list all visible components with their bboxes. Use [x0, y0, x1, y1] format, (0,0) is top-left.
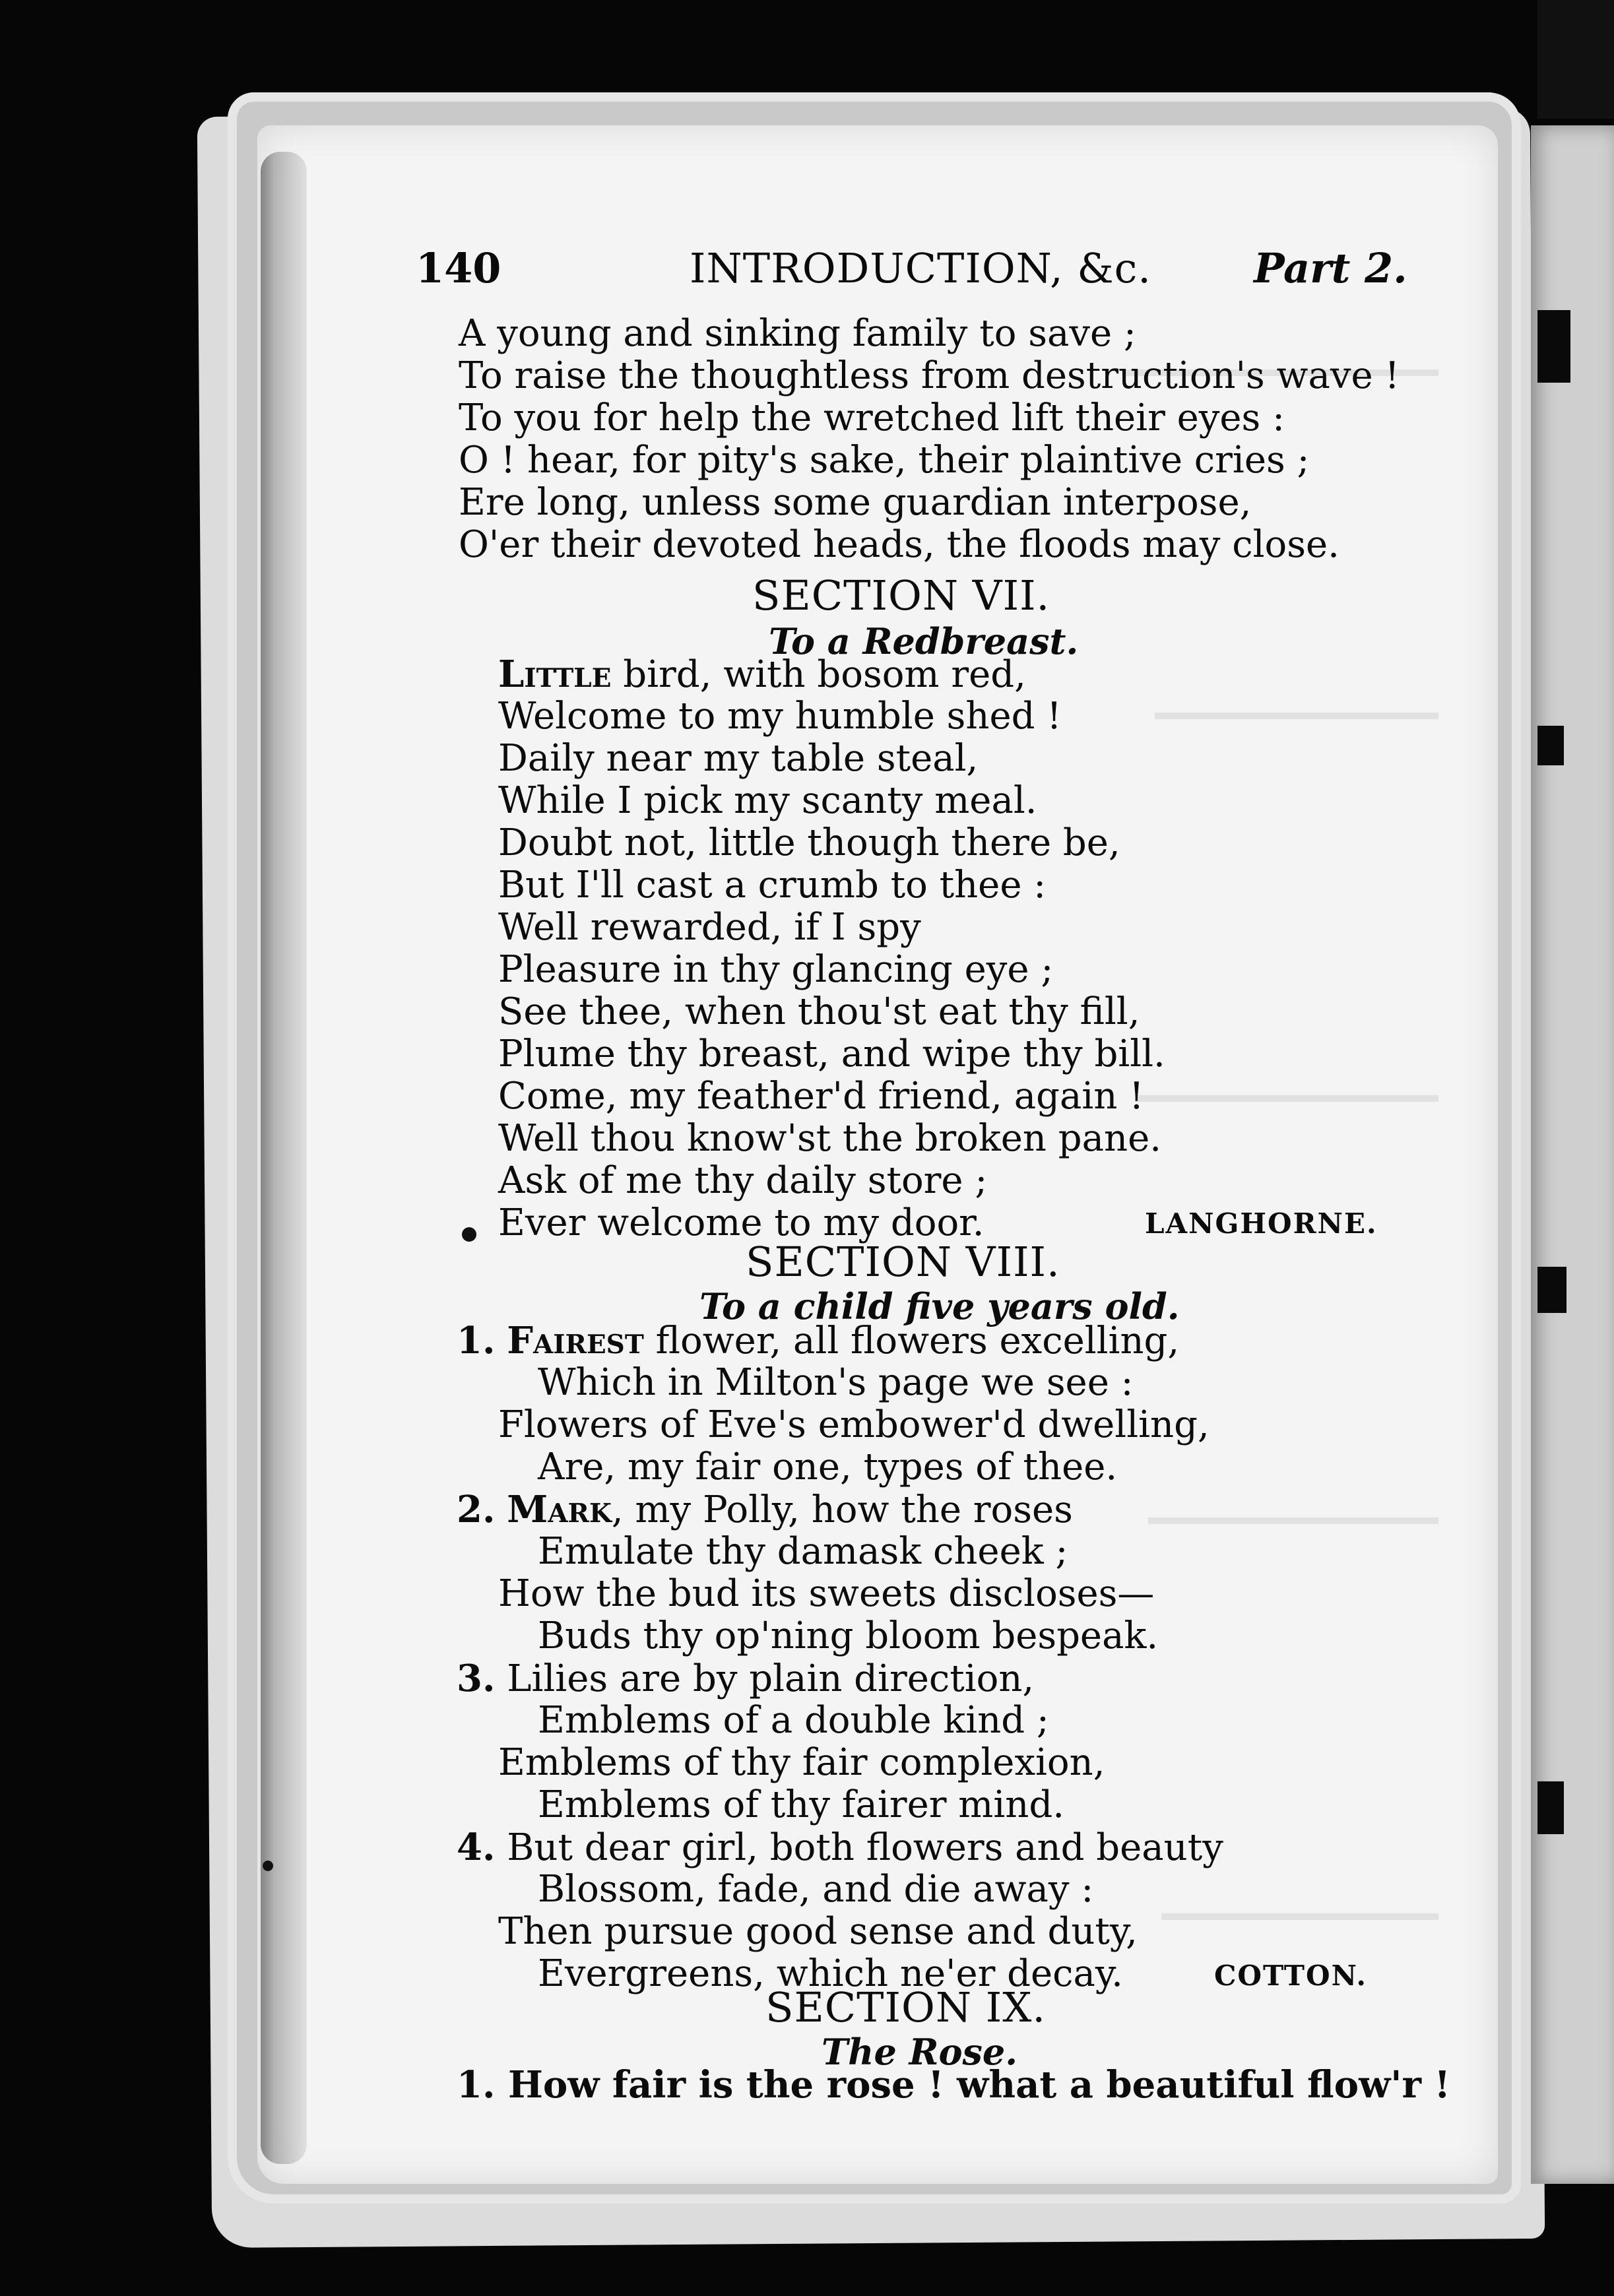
verse-line: Then pursue good sense and duty,: [498, 1910, 1138, 1953]
verse-line: Are, my fair one, types of thee.: [538, 1446, 1118, 1488]
bleed-through-mark: [1148, 1517, 1438, 1524]
running-head-part: Part 2.: [1254, 244, 1407, 292]
verse-line: Blossom, fade, and die away :: [538, 1868, 1094, 1911]
verse-line: To raise the thoughtless from destruction's wave !: [459, 354, 1400, 397]
verse-line: Emblems of a double kind ;: [538, 1699, 1049, 1742]
drop-word: Little: [498, 653, 612, 696]
page-number: 140: [416, 244, 501, 292]
author-attribution: COTTON.: [1214, 1960, 1367, 1992]
verse-line: Welcome to my humble shed !: [498, 695, 1062, 738]
binding-tab: [1537, 1267, 1566, 1313]
verse-line: Pleasure in thy glancing eye ;: [498, 948, 1054, 991]
verse-line: Evergreens, which ne'er decay.: [538, 1952, 1123, 1995]
verse-line: Ere long, unless some guardian interpose,: [459, 481, 1252, 524]
verse-line: While I pick my scanty meal.: [498, 779, 1037, 822]
running-head-title: INTRODUCTION, &c.: [690, 244, 1151, 292]
verse-line: Well rewarded, if I spy: [498, 906, 921, 949]
verse-line: Come, my feather'd friend, again !: [498, 1075, 1144, 1118]
verse-line: Well thou know'st the broken pane.: [498, 1117, 1162, 1160]
section-subtitle: To a child five years old.: [699, 1285, 1180, 1327]
verse-line: Emblems of thy fair complexion,: [498, 1741, 1105, 1784]
section-heading: SECTION VII.: [752, 571, 1050, 620]
scan-background-corner: [1537, 0, 1614, 119]
verse-line: Plume thy breast, and wipe thy bill.: [498, 1033, 1165, 1075]
verse-line: Emulate thy damask cheek ;: [538, 1530, 1068, 1573]
verse-line: Ask of me thy daily store ;: [498, 1159, 988, 1202]
verse-line: 3. Lilies are by plain direction,: [457, 1657, 1035, 1700]
verse-line: 1. How fair is the rose ! what a beautiful flow'r !: [457, 2063, 1451, 2107]
bleed-through-mark: [1161, 1913, 1438, 1920]
binding-tab: [1537, 1781, 1564, 1834]
verse-line: O ! hear, for pity's sake, their plaintive cries ;: [459, 439, 1310, 482]
author-attribution: LANGHORNE.: [1145, 1207, 1378, 1240]
bleed-through-mark: [1155, 713, 1438, 719]
verse-line: How the bud its sweets discloses—: [498, 1572, 1155, 1615]
section-heading: SECTION VIII.: [746, 1238, 1060, 1286]
verse-line: Buds thy op'ning bloom bespeak.: [538, 1614, 1159, 1657]
verse-line: Ever welcome to my door.: [498, 1201, 985, 1244]
section-subtitle: To a Redbreast.: [769, 620, 1079, 662]
verse-line: Little bird, with bosom red,: [498, 653, 1026, 696]
ink-speck: [263, 1861, 273, 1871]
binding-tab: [1537, 726, 1564, 765]
verse-line: Emblems of thy fairer mind.: [538, 1783, 1064, 1826]
verse-line: O'er their devoted heads, the floods may close.: [459, 523, 1340, 566]
verse-line: Doubt not, little though there be,: [498, 821, 1120, 864]
verse-line: Flowers of Eve's embower'd dwelling,: [498, 1403, 1210, 1446]
verse-line: 2. Mark, my Polly, how the roses: [457, 1488, 1073, 1531]
verse-line: See thee, when thou'st eat thy fill,: [498, 990, 1140, 1033]
binding-tab: [1537, 310, 1570, 383]
verse-line: Daily near my table steal,: [498, 737, 979, 780]
verse-line: But I'll cast a crumb to thee :: [498, 864, 1047, 907]
section-subtitle: The Rose.: [822, 2031, 1018, 2073]
verse-line: 1. Fairest flower, all flowers excelling,: [457, 1319, 1180, 1362]
bleed-through-mark: [1135, 1095, 1438, 1102]
verse-line: To you for help the wretched lift their eyes :: [459, 397, 1285, 439]
verse-line: 4. But dear girl, both flowers and beauty: [457, 1826, 1223, 1869]
facing-page-sliver: [1531, 125, 1614, 2184]
verse-line: Which in Milton's page we see :: [538, 1361, 1134, 1404]
verse-line: A young and sinking family to save ;: [459, 312, 1136, 355]
ink-speck: [462, 1227, 476, 1242]
section-heading: SECTION IX.: [765, 1983, 1047, 2031]
